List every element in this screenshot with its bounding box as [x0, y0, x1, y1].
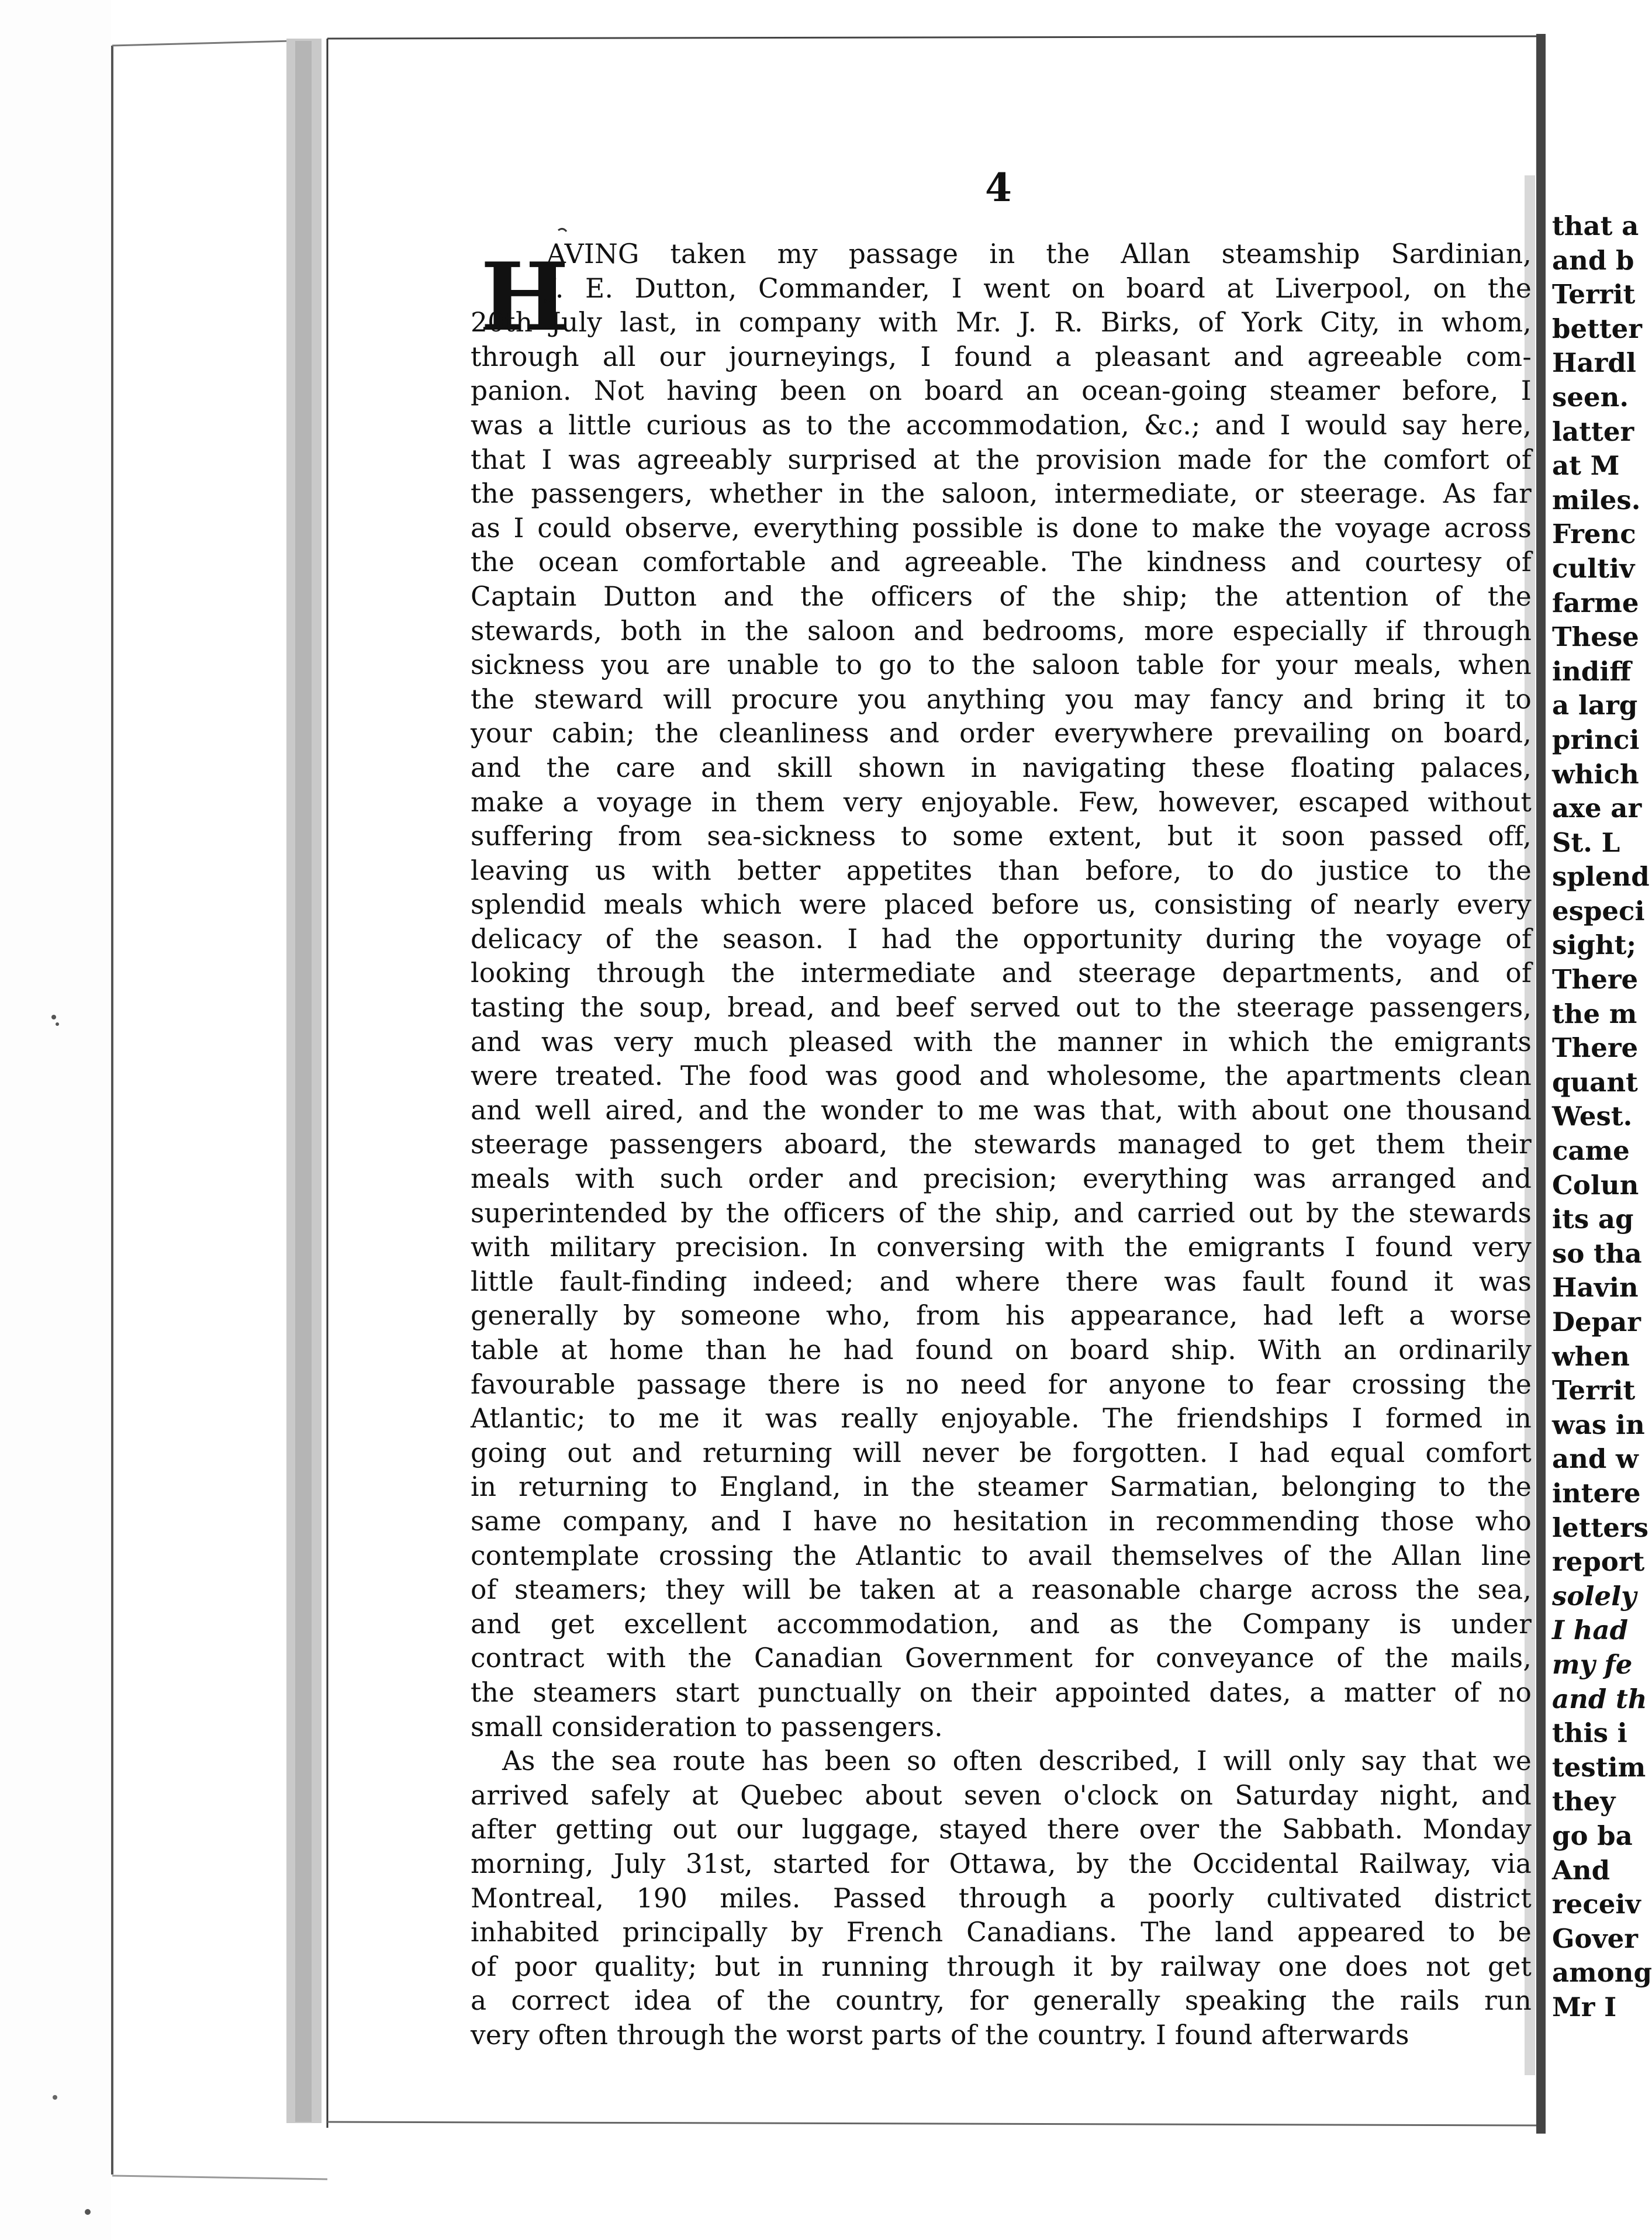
text-line: was a little curious as to the accommodation, &c.; and I would say here, — [471, 409, 1532, 441]
text-line: inhabited principally by French Canadians. The land appeared to be — [471, 1917, 1532, 1948]
text-line: contemplate crossing the Atlantic to avail themselves of the Allan line — [471, 1540, 1532, 1571]
text-line: superintended by the officers of the ship, and carried out by the stewards — [471, 1197, 1532, 1229]
adjacent-text-line: Frenc — [1552, 518, 1636, 550]
adjacent-text-line: St. L — [1552, 827, 1620, 858]
adjacent-text-line: testim — [1552, 1751, 1646, 1783]
text-line: as I could observe, everything possible is done to make the voyage across — [471, 512, 1532, 544]
text-line: suffering from sea-sickness to some extent, but it soon passed off, — [471, 821, 1532, 852]
text-line: and well aired, and the wonder to me was that, with about one thousand — [471, 1094, 1532, 1126]
text-line: with military precision. In conversing with the emigrants I found very — [471, 1232, 1532, 1263]
text-line: very often through the worst parts of the country. I found afterwards — [471, 2019, 1409, 2051]
text-line: the steward will procure you anything you may fancy and bring it to — [471, 683, 1532, 715]
text-line: make a voyage in them very enjoyable. Few, however, escaped without — [471, 786, 1532, 818]
text-line: contract with the Canadian Government for conveyance of the mails, — [471, 1643, 1532, 1674]
text-line: favourable passage there is no need for anyone to fear crossing the — [471, 1368, 1532, 1400]
adjacent-text-line: that a — [1552, 210, 1639, 241]
text-line: through all our journeyings, I found a pleasant and agreeable com- — [471, 341, 1532, 372]
adjacent-text-line: my fe — [1552, 1648, 1633, 1680]
adjacent-text-line: which — [1552, 758, 1639, 790]
adjacent-text-line: better — [1552, 313, 1643, 344]
text-line: J. E. Dutton, Commander, I went on board at Liverpool, on the — [547, 272, 1532, 304]
adjacent-text-line: this i — [1552, 1717, 1627, 1749]
adjacent-text-line: a larg — [1552, 690, 1638, 721]
adjacent-text-line: was in — [1552, 1409, 1645, 1440]
adjacent-text-line: Depar — [1552, 1306, 1641, 1337]
adjacent-text-line: so tha — [1552, 1237, 1642, 1269]
text-line: stewards, both in the saloon and bedrooms, more especially if through — [471, 615, 1532, 647]
text-line: splendid meals which were placed before us, consisting of nearly every — [471, 889, 1532, 921]
adjacent-text-line: These — [1552, 621, 1639, 653]
adjacent-text-line: intere — [1552, 1477, 1641, 1509]
text-line: As the sea route has been so often described, I will only say that we — [502, 1745, 1532, 1777]
text-line: morning, July 31st, started for Ottawa, by the Occidental Railway, via — [471, 1848, 1532, 1879]
text-line: the steamers start punctually on their appointed dates, a matter of no — [471, 1676, 1532, 1708]
text-line: and the care and skill shown in navigating these floating palaces, — [471, 752, 1532, 783]
text-line: sickness you are unable to go to the saloon table for your meals, when — [471, 649, 1532, 681]
text-line: looking through the intermediate and steerage departments, and of — [471, 957, 1532, 989]
adjacent-text-line: Hardl — [1552, 347, 1636, 379]
text-line: the ocean comfortable and agreeable. The kindness and courtesy of — [471, 547, 1532, 578]
adjacent-text-line: I had — [1552, 1615, 1629, 1646]
adjacent-text-line: quant — [1552, 1066, 1638, 1098]
text-line: 20th July last, in company with Mr. J. R. Birks, of York City, in whom, — [471, 307, 1532, 338]
text-line: and was very much pleased with the manner in which the emigrants — [471, 1026, 1532, 1057]
adjacent-text-line: and b — [1552, 244, 1634, 276]
adjacent-text-line: at M — [1552, 450, 1620, 482]
adjacent-text-line: they — [1552, 1786, 1616, 1817]
text-line: leaving us with better appetites than before, to do justice to the — [471, 855, 1532, 886]
text-line: table at home than he had found on board ship. With an ordinarily — [471, 1335, 1532, 1366]
adjacent-page-fragment — [1552, 209, 1652, 2024]
text-line: same company, and I have no hesitation in recommending those who — [471, 1505, 1532, 1537]
adjacent-text-line: go ba — [1552, 1820, 1633, 1851]
text-line: meals with such order and precision; everything was arranged and — [471, 1163, 1532, 1195]
adjacent-text-line: miles. — [1552, 484, 1641, 516]
text-line: delicacy of the season. I had the opportunity during the voyage of — [471, 923, 1532, 955]
adjacent-text-line: its ag — [1552, 1204, 1634, 1235]
main-body-text — [471, 237, 1532, 2052]
adjacent-text-line: seen. — [1552, 381, 1629, 413]
adjacent-text-line: report — [1552, 1546, 1645, 1578]
adjacent-text-line: Havin — [1552, 1272, 1639, 1304]
adjacent-text-line: Territ — [1552, 279, 1636, 310]
adjacent-text-line: the m — [1552, 998, 1637, 1029]
text-line: going out and returning will never be forgotten. I had equal comfort — [471, 1437, 1532, 1468]
adjacent-text-line: West. — [1552, 1101, 1633, 1132]
text-line: your cabin; the cleanliness and order everywhere prevailing on board, — [471, 718, 1532, 749]
adjacent-text-line: came — [1552, 1135, 1630, 1167]
text-line: and get excellent accommodation, and as the Company is under — [471, 1608, 1532, 1640]
adjacent-text-line: cultiv — [1552, 552, 1635, 584]
adjacent-text-line: There — [1552, 1032, 1639, 1064]
adjacent-text-line: Mr I — [1552, 1991, 1617, 2023]
adjacent-text-line: And — [1552, 1854, 1610, 1886]
text-line: generally by someone who, from his appearance, had left a worse — [471, 1300, 1532, 1332]
adjacent-text-line: splend — [1552, 861, 1650, 893]
adjacent-text-line: and w — [1552, 1443, 1639, 1475]
adjacent-text-line: receiv — [1552, 1889, 1641, 1920]
adjacent-text-line: Gover — [1552, 1923, 1638, 1954]
adjacent-text-line: and th — [1552, 1683, 1647, 1714]
text-line: of poor quality; but in running through it by railway one does not get — [471, 1951, 1532, 1982]
adjacent-text-line: indiff — [1552, 655, 1632, 687]
adjacent-text-line: There — [1552, 964, 1639, 995]
adjacent-text-line: sight; — [1552, 929, 1637, 961]
adjacent-text-line: princi — [1552, 724, 1640, 755]
page-number: 4 — [985, 165, 1012, 210]
text-line: steerage passengers aboard, the stewards managed to get them their — [471, 1129, 1532, 1160]
adjacent-text-line: axe ar — [1552, 793, 1642, 824]
adjacent-text-line: farme — [1552, 587, 1639, 618]
text-line: Montreal, 190 miles. Passed through a poorly cultivated district — [471, 1882, 1532, 1914]
text-line: small consideration to passengers. — [471, 1711, 943, 1743]
text-line: Captain Dutton and the officers of the ship; the attention of the — [471, 580, 1532, 612]
text-line: were treated. The food was good and wholesome, the apartments clean — [471, 1060, 1532, 1092]
adjacent-text-line: when — [1552, 1340, 1630, 1372]
adjacent-text-line: Territ — [1552, 1375, 1636, 1406]
drop-cap: H — [481, 242, 569, 352]
adjacent-text-line: letters — [1552, 1512, 1648, 1543]
text-line: after getting out our luggage, stayed there over the Sabbath. Monday — [471, 1814, 1532, 1845]
text-line: the passengers, whether in the saloon, intermediate, or steerage. As far — [471, 478, 1532, 510]
adjacent-text-line: Colun — [1552, 1169, 1639, 1201]
text-line: a correct idea of the country, for generally speaking the rails run — [471, 1985, 1532, 2017]
adjacent-text-line: especi — [1552, 895, 1645, 927]
text-line: tasting the soup, bread, and beef served out to the steerage passengers, — [471, 992, 1532, 1024]
adjacent-text-line: latter — [1552, 416, 1634, 447]
adjacent-text-line: solely — [1552, 1580, 1637, 1612]
adjacent-text-line: among — [1552, 1957, 1652, 1989]
text-line: in returning to England, in the steamer Sarmatian, belonging to the — [471, 1471, 1532, 1503]
text-line: arrived safely at Quebec about seven o'clock on Saturday night, and — [471, 1779, 1532, 1811]
text-line: that I was agreeably surprised at the provision made for the comfort of — [471, 444, 1532, 475]
text-line: of steamers; they will be taken at a reasonable charge across the sea, — [471, 1574, 1532, 1606]
text-line: Atlantic; to me it was really enjoyable. The friendships I formed in — [471, 1403, 1532, 1434]
text-line: little fault-finding indeed; and where there was fault found it was — [471, 1266, 1532, 1297]
text-line: panion. Not having been on board an ocean-going steamer before, I — [471, 375, 1532, 407]
text-line: AVING taken my passage in the Allan steamship Sardinian, — [547, 238, 1532, 269]
